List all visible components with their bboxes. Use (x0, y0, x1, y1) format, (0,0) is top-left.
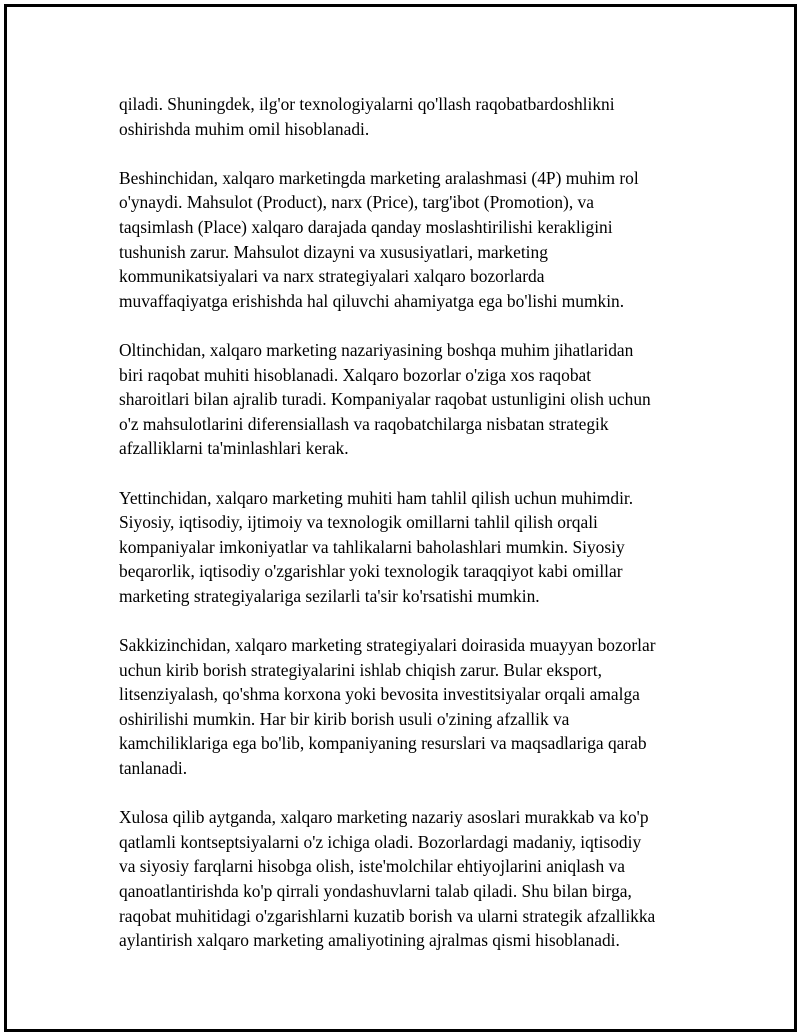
paragraph-4: Yettinchidan, xalqaro marketing muhiti ham tahlil qilish uchun muhimdir. Siyosiy, iqtisodiy, ijtimoiy va texnologik omillarni tahlil qilish orqali kompaniyalar imkoniyatlar va tahlikalarni baholashlari mumkin. Siyosiy beqarorlik, iqtisodiy o'zgarishlar yoki texnologik taraqqiyot kabi omillar marketing strategiyalariga sezilarli ta'sir ko'rsatishi mumkin. (119, 487, 634, 606)
paragraph-6: Xulosa qilib aytganda, xalqaro marketing nazariy asoslari murakkab va ko'p qatlamli kontseptsiyalarni o'z ichiga oladi. Bozorlardagi madaniy, iqtisodiy va siyosiy farqlarni hisobga olish, iste'molchilar ehtiyojlarini aniqlash va qanoatlantirishda ko'p qirrali yondashuvlarni talab qiladi. Shu bilan birga, raqobat muhitidagi o'zgarishlarni kuzatib borish va ularni strategik afzallikka aylantirish xalqaro marketing amaliyotining ajralmas qismi hisoblanadi. (119, 807, 656, 951)
paragraph-1: qiladi. Shuningdek, ilg'or texnologiyalarni qo'llash raqobatbardoshlikni oshirishda muhim omil hisoblanadi. (119, 94, 615, 139)
paragraph-3: Oltinchidan, xalqaro marketing nazariyasining boshqa muhim jihatlaridan biri raqobat muhiti hisoblanadi. Xalqaro bozorlar o'ziga xos raqobat sharoitlari bilan ajralib turadi. Kompaniyalar raqobat ustunligini olish uchun o'z mahsulotlarini diferensiallash va raqobatchilarga nisbatan strategik afzalliklarni ta'minlashlari kerak. (119, 339, 651, 459)
document-body (119, 92, 699, 953)
paragraph-2: Beshinchidan, xalqaro marketingda marketing aralashmasi (4P) muhim rol o'ynaydi. Mahsulot (Product), narx (Price), targ'ibot (Promotion), va taqsimlash (Place) xalqaro darajada qanday moslashtirilishi kerakligini tushunish zarur. Mahsulot dizayni va xususiyatlari, marketing kommunikatsiyalari va narx strategiyalari xalqaro bozorlarda muvaffaqiyatga erishishda hal qiluvchi ahamiyatga ega bo'lishi mumkin. (119, 167, 639, 311)
paragraph-5: Sakkizinchidan, xalqaro marketing strategiyalari doirasida muayyan bozorlar uchun kirib borish strategiyalarini ishlab chiqish zarur. Bular eksport, litsenziyalash, qo'shma korxona yoki bevosita investitsiyalar orqali amalga oshirilishi mumkin. Har bir kirib borish usuli o'zining afzallik va kamchiliklariga ega bo'lib, kompaniyaning resurslari va maqsadlariga qarab tanlanadi. (119, 635, 656, 779)
